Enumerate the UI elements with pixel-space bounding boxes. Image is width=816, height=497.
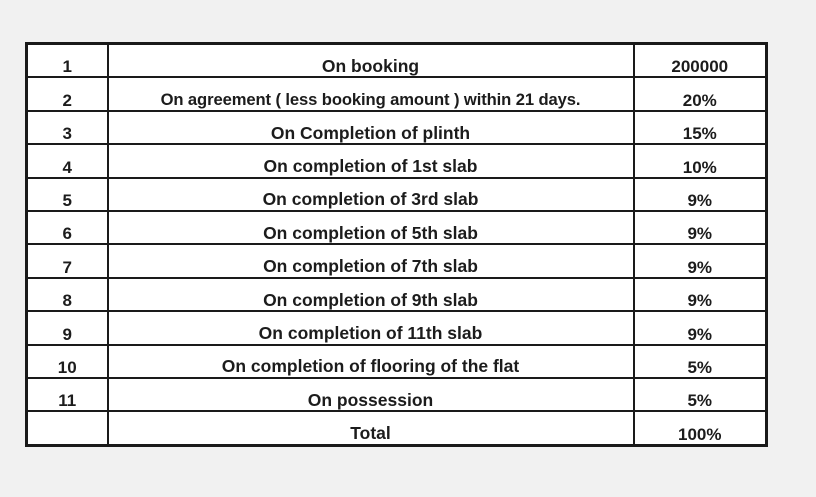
stage-description: On agreement ( less booking amount ) within 21 days. [108,77,634,110]
total-label: Total [108,411,634,445]
payment-schedule-table [25,42,768,447]
stage-description: On completion of 5th slab [108,211,634,244]
table-row [27,345,767,378]
row-number: 10 [27,345,108,378]
payment-amount: 200000 [634,44,767,78]
table-row [27,311,767,344]
total-row-number [27,411,108,445]
table-row [27,244,767,277]
total-amount: 100% [634,411,767,445]
row-number: 4 [27,144,108,177]
table-row [27,77,767,110]
payment-amount: 10% [634,144,767,177]
stage-description: On possession [108,378,634,411]
table-row [27,144,767,177]
payment-amount: 5% [634,345,767,378]
stage-description: On completion of flooring of the flat [108,345,634,378]
payment-amount: 15% [634,111,767,144]
row-number: 5 [27,178,108,211]
stage-description: On Completion of plinth [108,111,634,144]
row-number: 9 [27,311,108,344]
payment-amount: 9% [634,311,767,344]
table-row [27,178,767,211]
payment-amount: 9% [634,211,767,244]
table-row [27,111,767,144]
payment-amount: 5% [634,378,767,411]
row-number: 6 [27,211,108,244]
stage-description: On completion of 1st slab [108,144,634,177]
row-number: 8 [27,278,108,311]
stage-description: On completion of 9th slab [108,278,634,311]
table-row [27,44,767,78]
row-number: 7 [27,244,108,277]
table-row [27,278,767,311]
row-number: 11 [27,378,108,411]
payment-amount: 9% [634,278,767,311]
table-row [27,378,767,411]
row-number: 3 [27,111,108,144]
stage-description: On completion of 11th slab [108,311,634,344]
stage-description: On booking [108,44,634,78]
row-number: 2 [27,77,108,110]
stage-description: On completion of 3rd slab [108,178,634,211]
payment-amount: 20% [634,77,767,110]
table-row [27,211,767,244]
payment-amount: 9% [634,178,767,211]
payment-amount: 9% [634,244,767,277]
row-number: 1 [27,44,108,78]
total-row [27,411,767,445]
stage-description: On completion of 7th slab [108,244,634,277]
